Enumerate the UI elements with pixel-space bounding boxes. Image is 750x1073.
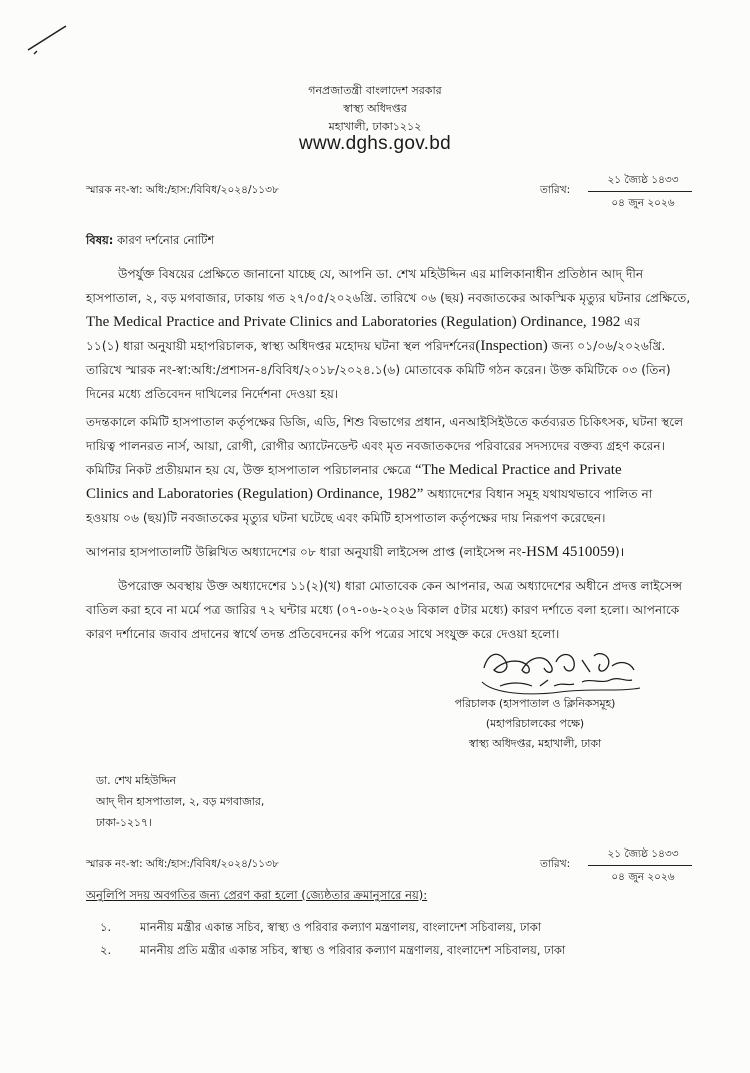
header-location: মহাখালী, ঢাকা১২১২ [328,120,422,133]
copy-item-number: ২. [100,943,112,957]
p3-tail: )। [614,545,625,559]
p1-line4b: জন্য ০১/০৬/২০২৬খ্রি. [551,339,666,353]
p4-line: বাতিল করা হবে না মর্মে পত্র জারির ৭২ ঘন্টার মধ্যে (০৭-০৬-২০২৬ বিকাল ৫টার মধ্যে) কারণ দর্শাতে বলা হলো। আপনাকে [86,603,680,617]
p1-line: তারিখে স্মারক নং-স্বা:অধি:/প্রশাসন-৪/বিবিধ/২০১৮/২০২৪.১(৬) মোতাবেক কমিটি গঠন করেন। উক্ত কমিটিকে ০৩ (তিন) [86,363,671,377]
p3-text: আপনার হাসপাতালটি উল্লিখিত অধ্যাদেশের ০৮ ধারা অনুযায়ী লাইসেন্স প্রাপ্ত (লাইসেন্স নং- [86,545,527,559]
recipient-name: ডা. শেখ মহিউদ্দিন [96,774,176,787]
date-label: তারিখ: [540,184,571,196]
signatory-title: পরিচালক (হাসপাতাল ও ক্লিনিকসমূহ) [454,697,616,710]
p2-line [86,482,670,506]
recipient-line: আদ্‌ দীন হাসপাতাল, ২, বড় মগবাজার, [96,795,265,808]
p1-line3-tail: এর [624,315,641,329]
signature-block [420,694,650,754]
copy-heading: অনুলিপি সদয় অবগতির জন্য প্রেরণ করা হলো (জ্যেষ্ঠতার ক্রমানুসারে নয়): [86,888,428,902]
p2-line: হওয়ায় ০৬ (ছয়)টি নবজাতকের মৃত্যুর ঘটনা ঘটেছে এবং কমিটি হাসপাতাল কর্তৃপক্ষের দায় নিরূপণ করেছেন। [86,511,606,525]
subject-text: কারণ দর্শনোর নোটিশ [117,233,215,247]
copy-item-text: মাননীয় মন্ত্রীর একান্ত সচিব, স্বাস্থ্য ও পরিবার কল্যাণ মন্ত্রণালয়, বাংলাদেশ সচিবালয়, ঢাকা [140,920,542,934]
paragraph-2 [86,410,684,530]
p2-line: তদন্তকালে কমিটি হাসপাতাল কর্তৃপক্ষের ডিজি, এডি, শিশু বিভাগের প্রধান, এনআইসিইউতে কর্তব্যরত চিকিৎসক, ঘটনা স্থলে [86,415,684,429]
copy-list-item [100,942,660,961]
inspection-term: (Inspection) [475,338,548,354]
copy-item-text: মাননীয় প্রতি মন্ত্রীর একান্ত সচিব, স্বাস্থ্য ও পরিবার কল্যাণ মন্ত্রণালয়, বাংলাদেশ সচিবালয়, ঢাকা [140,943,566,957]
p2-line: দায়িত্ব পালনরত নার্স, আয়া, রোগী, রোগীর অ্যাটেনডেন্ট এবং মৃত নবজাতকদের পরিবারের সদস্যদের বক্তব্য গ্রহণ করেন। [86,439,665,453]
ordinance-name: The Medical Practice and Private Clinics and Laboratories (Regulation) Ordinance, 1982 [86,314,621,330]
header-gov-name: গনপ্রজাতন্ত্রী বাংলাদেশ সরকার [308,84,442,97]
copy-memo-number: স্মারক নং-স্বা: অধি:/হাস:/বিবিধ/২০২৪/১১৩৮ [86,858,279,870]
p1-line: হাসপাতাল, ২, বড় মগবাজার, ঢাকায় গত ২৭/০৫/২০২৬খ্রি. তারিখে ০৬ (ছয়) নবজাতকের আকস্মিক মৃত্যুর ঘটনার প্রেক্ষিতে, [86,291,691,305]
subject-label: বিষয়: [86,233,114,247]
subject [86,232,214,251]
copy-date-bengali: ২১ জ্যৈষ্ঠ ১৪৩৩ [607,848,679,860]
paragraph-3 [86,540,670,564]
license-number: HSM 4510059 [526,544,615,560]
paragraph-4 [86,574,683,646]
recipient-address [96,770,264,833]
date-gregorian: ০৪ জুন ২০২৬ [611,197,675,209]
p2-line4b: অধ্যাদেশের বিধান সমূহ যথাযথভাবে পালিত না [427,487,653,501]
signatory-on-behalf: (মহাপরিচালকের পক্ষে) [485,717,585,730]
p1-line: দিনের মধ্যে প্রতিবেদন দাখিলের নির্দেশনা দেওয়া হয়। [86,387,339,401]
p1-line: উপর্যুক্ত বিষয়ের প্রেক্ষিতে জানানো যাচ্ছে যে, আপনি ডা. শেখ মহিউদ্দিন এর মালিকানাধীন প্রতিষ্ঠান আদ্‌ দীন [118,267,644,281]
copy-date-divider [588,865,692,866]
memo-number: স্মারক নং-স্বা: অধি:/হাস:/বিবিধ/২০২৪/১১৩৮ [86,184,279,196]
copy-date-gregorian: ০৪ জুন ২০২৬ [611,871,675,883]
p2-line [86,458,670,482]
copy-item-number: ১. [100,920,112,934]
handwritten-signature [470,642,650,700]
p1-line4a: ১১(১) ধারা অনুযায়ী মহাপরিচালক, স্বাস্থ্য অধিদপ্তর মহোদয় ঘটনা স্থল পরিদর্শনের [86,339,476,353]
p4-line: উপরোক্ত অবস্থায় উক্ত অধ্যাদেশের ১১(২)(খ) ধারা মোতাবেক কেন আপনার, অত্র অধ্যাদেশের অধীনে প্রদত্ত লাইসেন্স [118,579,683,593]
date-divider [588,191,692,192]
signatory-office: স্বাস্থ্য অধিদপ্তর, মহাখালী, ঢাকা [468,737,602,750]
ordinance-quote-start: “The Medical Practice and Private [415,462,622,478]
p2-line3a: কমিটির নিকট প্রতীয়মান হয় যে, উক্ত হাসপাতাল পরিচালনার ক্ষেত্রে [86,463,412,477]
copy-list-item [100,919,660,938]
recipient-line: ঢাকা-১২১৭। [96,816,152,829]
date-bengali: ২১ জ্যৈষ্ঠ ১৪৩৩ [607,174,679,186]
header-department: স্বাস্থ্য অধিদপ্তর [343,102,407,115]
paragraph-1 [86,262,691,406]
ordinance-quote-end: Clinics and Laboratories (Regulation) Ordinance, 1982” [86,486,424,502]
pen-mark [22,18,72,58]
header-website: www.dghs.gov.bd [298,133,451,154]
copy-date-label: তারিখ: [540,858,571,870]
p4-line: কারণ দর্শানোর জবাব প্রদানের স্বার্থে তদন্ত প্রতিবেদনের কপি পত্রের সাথে সংযুক্ত করে দেওয়া হলো। [86,627,560,641]
p1-line [86,310,670,334]
p1-line [86,334,670,358]
